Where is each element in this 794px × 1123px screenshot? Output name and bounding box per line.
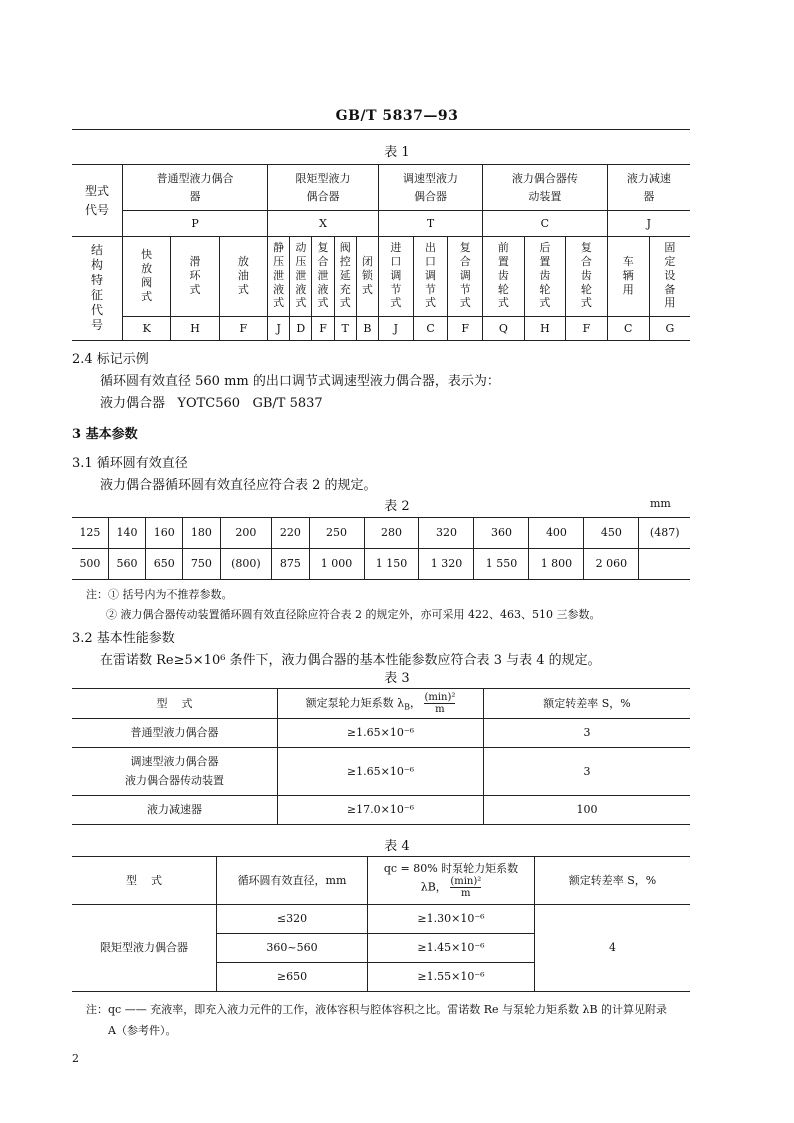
feature-name: 放油式 [219, 237, 267, 317]
section-3-2-text: 在雷诺数 Re≥5×10⁶ 条件下，液力偶合器的基本性能参数应符合表 3 与表 4 的规定。 [100, 653, 601, 668]
section-3-1-heading: 3.1 循环圆有效直径 [72, 456, 188, 471]
section-3-1-text: 液力偶合器循环圆有效直径应符合表 2 的规定。 [100, 478, 377, 493]
table1-caption: 表 1 [384, 145, 410, 160]
table2-cell: 160 [146, 518, 183, 549]
table3-type: 普通型液力偶合器 [72, 719, 278, 748]
feature-name: 动压泄液式 [290, 237, 312, 317]
table4-header-slip: 额定转差率 S，% [535, 857, 691, 905]
group-name: 限矩型液力偶合器 [268, 165, 379, 211]
table4-lambda: ≥1.55×10⁻⁶ [368, 963, 535, 992]
feature-name: 后置齿轮式 [524, 237, 566, 317]
section-3-heading: 3 基本参数 [72, 427, 138, 442]
table3-slip: 3 [484, 719, 691, 748]
table3-lambda: ≥1.65×10⁻⁶ [278, 748, 484, 796]
table2 [72, 517, 690, 580]
feature-code: Q [483, 317, 525, 341]
table2-cell: 1 150 [364, 549, 419, 580]
table4-diameter: ≤320 [217, 905, 368, 934]
feature-code: C [413, 317, 448, 341]
group-code: T [379, 211, 483, 237]
feature-name: 前置齿轮式 [483, 237, 525, 317]
table4-note-line1: 注：qc —— 充液率，即充入液力元件的工作，液体容积与腔体容积之比。雷诺数 Re 与泵轮力矩系数 λB 的计算见附录 [86, 1003, 668, 1016]
group-name: 普通型液力偶合器 [123, 165, 268, 211]
table2-cell: (800) [220, 549, 272, 580]
section-2-4-heading: 2.4 标记示例 [72, 352, 149, 367]
feature-name: 复合调节式 [448, 237, 483, 317]
table2-cell: 2 060 [584, 549, 639, 580]
table2-cell: 875 [272, 549, 309, 580]
table4-lambda: ≥1.30×10⁻⁶ [368, 905, 535, 934]
table2-cell: 180 [183, 518, 220, 549]
section-2-4-text: 循环圆有效直径 560 mm 的出口调节式调速型液力偶合器，表示为： [100, 374, 500, 389]
table4-diameter: 360~560 [217, 934, 368, 963]
table3-header-lambda: 额定泵轮力矩系数 $\lambda_B$， (min)² m [278, 689, 484, 719]
table4-lambda: ≥1.45×10⁻⁶ [368, 934, 535, 963]
table2-cell: 750 [183, 549, 220, 580]
table2-cell: 220 [272, 518, 309, 549]
table2-cell: 400 [529, 518, 584, 549]
group-name: 调速型液力偶合器 [379, 165, 483, 211]
table4-header-diameter: 循环圆有效直径，mm [217, 857, 368, 905]
feature-code: J [268, 317, 290, 341]
feature-code: F [566, 317, 608, 341]
type-code-label: 型式代号 [72, 165, 123, 237]
feature-code: H [524, 317, 566, 341]
table3-lambda: ≥17.0×10⁻⁶ [278, 796, 484, 825]
table2-cell: 140 [108, 518, 145, 549]
table2-unit: mm [650, 497, 671, 510]
feature-name: 进口调节式 [379, 237, 414, 317]
table2-cell: 125 [72, 518, 108, 549]
feature-name: 快放阀式 [123, 237, 171, 317]
table2-cell: 1 800 [529, 549, 584, 580]
table3-header-slip: 额定转差率 S，% [484, 689, 691, 719]
table2-cell [639, 549, 690, 580]
table2-cell: 320 [419, 518, 474, 549]
page-header: GB/T 5837—93 [335, 108, 459, 124]
table3-type: 调速型液力偶合器 液力偶合器传动装置 [72, 748, 278, 796]
feature-code: C [607, 317, 649, 341]
table2-caption: 表 2 [384, 499, 410, 514]
table4-slip: 4 [535, 905, 691, 992]
table3-type: 液力减速器 [72, 796, 278, 825]
table2-cell: 280 [364, 518, 419, 549]
table2-cell: 1 550 [474, 549, 529, 580]
table2-note-2: ② 液力偶合器传动装置循环圆有效直径除应符合表 2 的规定外，亦可采用 422、463、510 三参数。 [106, 608, 601, 621]
feature-name: 阀控延充式 [334, 237, 356, 317]
feature-name: 静压泄液式 [268, 237, 290, 317]
table3-slip: 3 [484, 748, 691, 796]
group-code: C [483, 211, 608, 237]
feature-code: T [334, 317, 356, 341]
group-code: J [607, 211, 690, 237]
table3-header-type: 型 式 [72, 689, 278, 719]
table4-note-line2: A（参考件）。 [108, 1024, 177, 1037]
feature-name: 车辆用 [607, 237, 649, 317]
feature-name: 复合泄液式 [312, 237, 334, 317]
feature-code: K [123, 317, 171, 341]
table4-type: 限矩型液力偶合器 [72, 905, 217, 992]
feature-name: 固定设备用 [649, 237, 690, 317]
table4-diameter: ≥650 [217, 963, 368, 992]
table3-lambda: ≥1.65×10⁻⁶ [278, 719, 484, 748]
table2-note-1: 注：① 括号内为不推荐参数。 [86, 588, 233, 601]
table4-caption: 表 4 [384, 839, 410, 854]
table2-cell: 650 [146, 549, 183, 580]
feature-name: 闭锁式 [356, 237, 378, 317]
feature-name: 出口调节式 [413, 237, 448, 317]
table4-header-type: 型 式 [72, 857, 217, 905]
table2-cell: 500 [72, 549, 108, 580]
feature-code: F [448, 317, 483, 341]
table2-cell: (487) [639, 518, 690, 549]
feature-code: D [290, 317, 312, 341]
feature-code: F [312, 317, 334, 341]
section-3-2-heading: 3.2 基本性能参数 [72, 631, 175, 646]
table2-cell: 1 000 [309, 549, 364, 580]
table2-cell: 250 [309, 518, 364, 549]
group-name: 液力偶合器传动装置 [483, 165, 608, 211]
feature-code: J [379, 317, 414, 341]
feature-name: 复合齿轮式 [566, 237, 608, 317]
feature-code: H [171, 317, 219, 341]
structure-code-label: 结构特征代号 [72, 237, 123, 341]
group-name: 液力减速器 [607, 165, 690, 211]
table3-caption: 表 3 [384, 671, 410, 686]
feature-code: B [356, 317, 378, 341]
section-2-4-example: 液力偶合器 YOTC560 GB/T 5837 [100, 396, 323, 411]
table3 [72, 688, 690, 825]
page-number: 2 [72, 1052, 79, 1065]
group-code: P [123, 211, 268, 237]
table4 [72, 856, 690, 992]
feature-name: 滑环式 [171, 237, 219, 317]
table2-cell: 360 [474, 518, 529, 549]
table3-slip: 100 [484, 796, 691, 825]
table4-header-lambda: qc = 80% 时泵轮力矩系数 λB， (min)² m [368, 857, 535, 905]
table2-cell: 450 [584, 518, 639, 549]
feature-code: G [649, 317, 690, 341]
table1 [72, 164, 690, 341]
feature-code: F [219, 317, 267, 341]
table2-cell: 1 320 [419, 549, 474, 580]
group-code: X [268, 211, 379, 237]
header-rule [72, 129, 690, 130]
table2-cell: 200 [220, 518, 272, 549]
table2-cell: 560 [108, 549, 145, 580]
